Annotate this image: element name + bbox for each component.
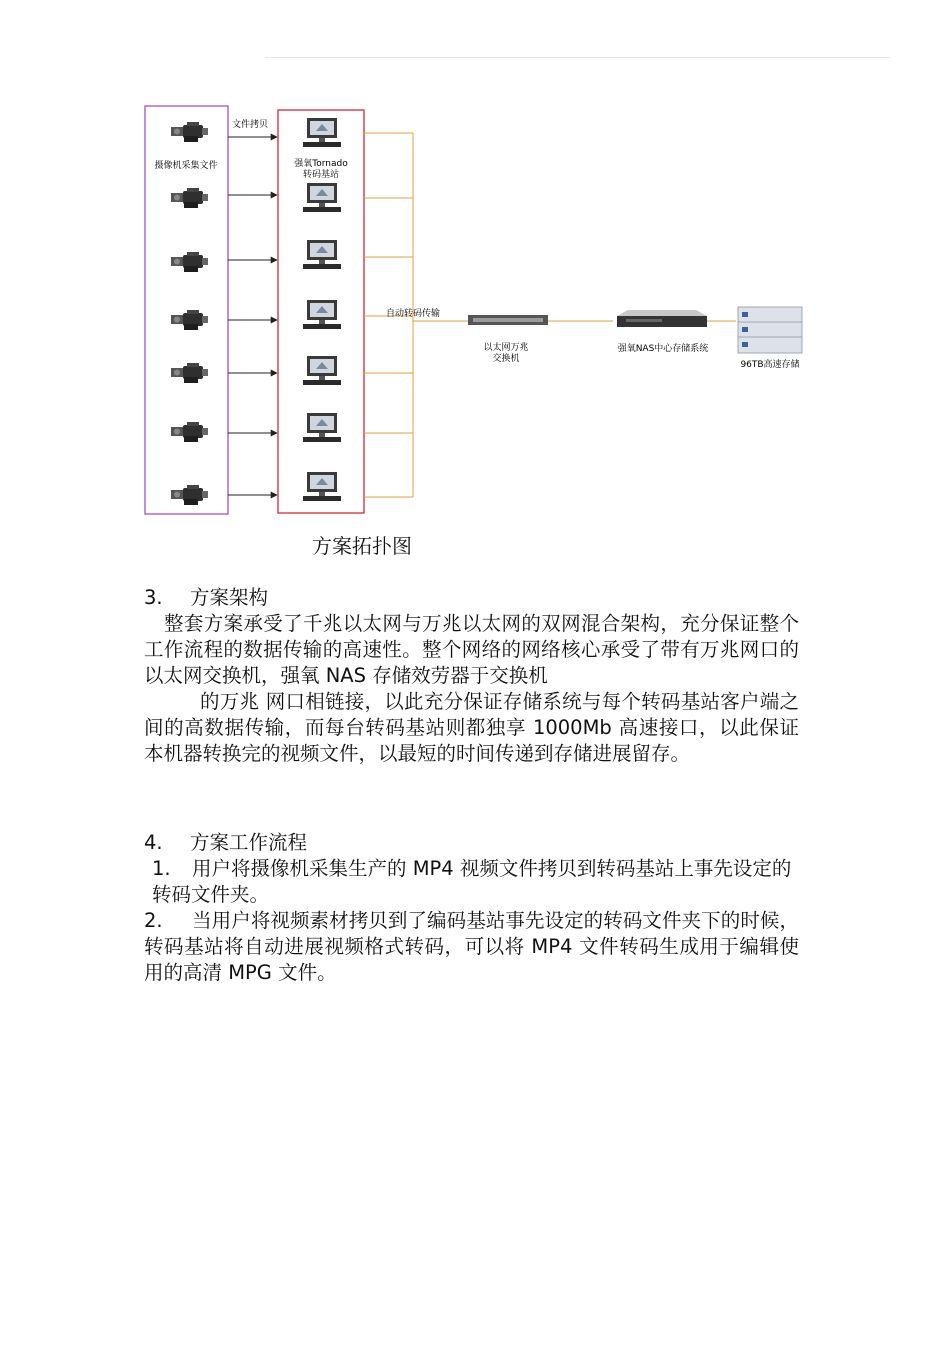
section-heading xyxy=(144,830,799,856)
figure-caption: 方案拓扑图 xyxy=(312,534,412,558)
section-workflow xyxy=(144,830,799,986)
camera-icon xyxy=(171,122,208,142)
station-icon xyxy=(303,413,341,442)
section-title: 方案工作流程 xyxy=(190,831,308,854)
station-icon xyxy=(303,472,341,501)
camera-icon xyxy=(171,188,208,208)
switch-label-line1: 以太网万兆 xyxy=(483,343,529,353)
camera-icon xyxy=(171,485,208,505)
switch-icon xyxy=(468,315,548,325)
station-icon xyxy=(303,240,341,269)
camera-icon xyxy=(171,252,208,272)
storage-array-icon xyxy=(738,307,802,353)
file-copy-label: 文件拷贝 xyxy=(232,120,269,130)
architecture-paragraph: 整套方案承受了千兆以太网与万兆以太网的双网混合架构，充分保证整个工作流程的数据传输的高速性。整个网络的网络核心承受了带有万兆网口的以太网交换机，强氧 NAS 存储效劳器于交换机 xyxy=(144,612,799,687)
camera-icon xyxy=(171,422,208,442)
station-icon xyxy=(303,300,341,329)
header-rule xyxy=(265,57,890,58)
station-icon xyxy=(303,118,341,147)
camera-icon xyxy=(171,363,208,383)
step-text: 用户将摄像机采集生产的 MP4 视频文件拷贝到转码基站上事先设定的转码文件夹。 xyxy=(152,857,792,906)
section-title: 方案架构 xyxy=(190,586,269,609)
step-number: 2. xyxy=(144,909,163,932)
station-label-line2: 转码基站 xyxy=(302,170,340,180)
section-architecture xyxy=(144,585,799,767)
storage-label: 96TB高速存储 xyxy=(740,360,800,370)
camera-group-label: 摄像机采集文件 xyxy=(154,161,218,171)
workflow-step xyxy=(144,856,799,908)
nas-label: 强氧NAS中心存储系统 xyxy=(617,344,709,354)
station-icon xyxy=(303,183,341,212)
nas-server-icon xyxy=(617,310,707,327)
step-number: 1. xyxy=(152,857,171,880)
topology-diagram xyxy=(140,100,820,525)
station-icon xyxy=(303,356,341,385)
architecture-paragraph-cont: 的万兆 网口相链接，以此充分保证存储系统与每个转码基站客户端之间的高数据传输，而每台转码基站则都独享 1000Mb 高速接口，以此保证本机器转换完的视频文件，以最短的时间传递到存储进展留存。 xyxy=(144,690,799,765)
section-number: 3. xyxy=(144,586,163,609)
camera-icon xyxy=(171,310,208,330)
section-number: 4. xyxy=(144,831,163,854)
station-label-line1: 强氧Tornado xyxy=(294,159,348,169)
auto-transcode-label: 自动转码传输 xyxy=(386,309,441,319)
workflow-step xyxy=(144,908,799,986)
step-text: 当用户将视频素材拷贝到了编码基站事先设定的转码文件夹下的时候，转码基站将自动进展视频格式转码，可以将 MP4 文件转码生成用于编辑使用的高清 MPG 文件。 xyxy=(144,909,799,984)
section-heading xyxy=(144,585,799,611)
switch-label-line2: 交换机 xyxy=(492,354,520,364)
